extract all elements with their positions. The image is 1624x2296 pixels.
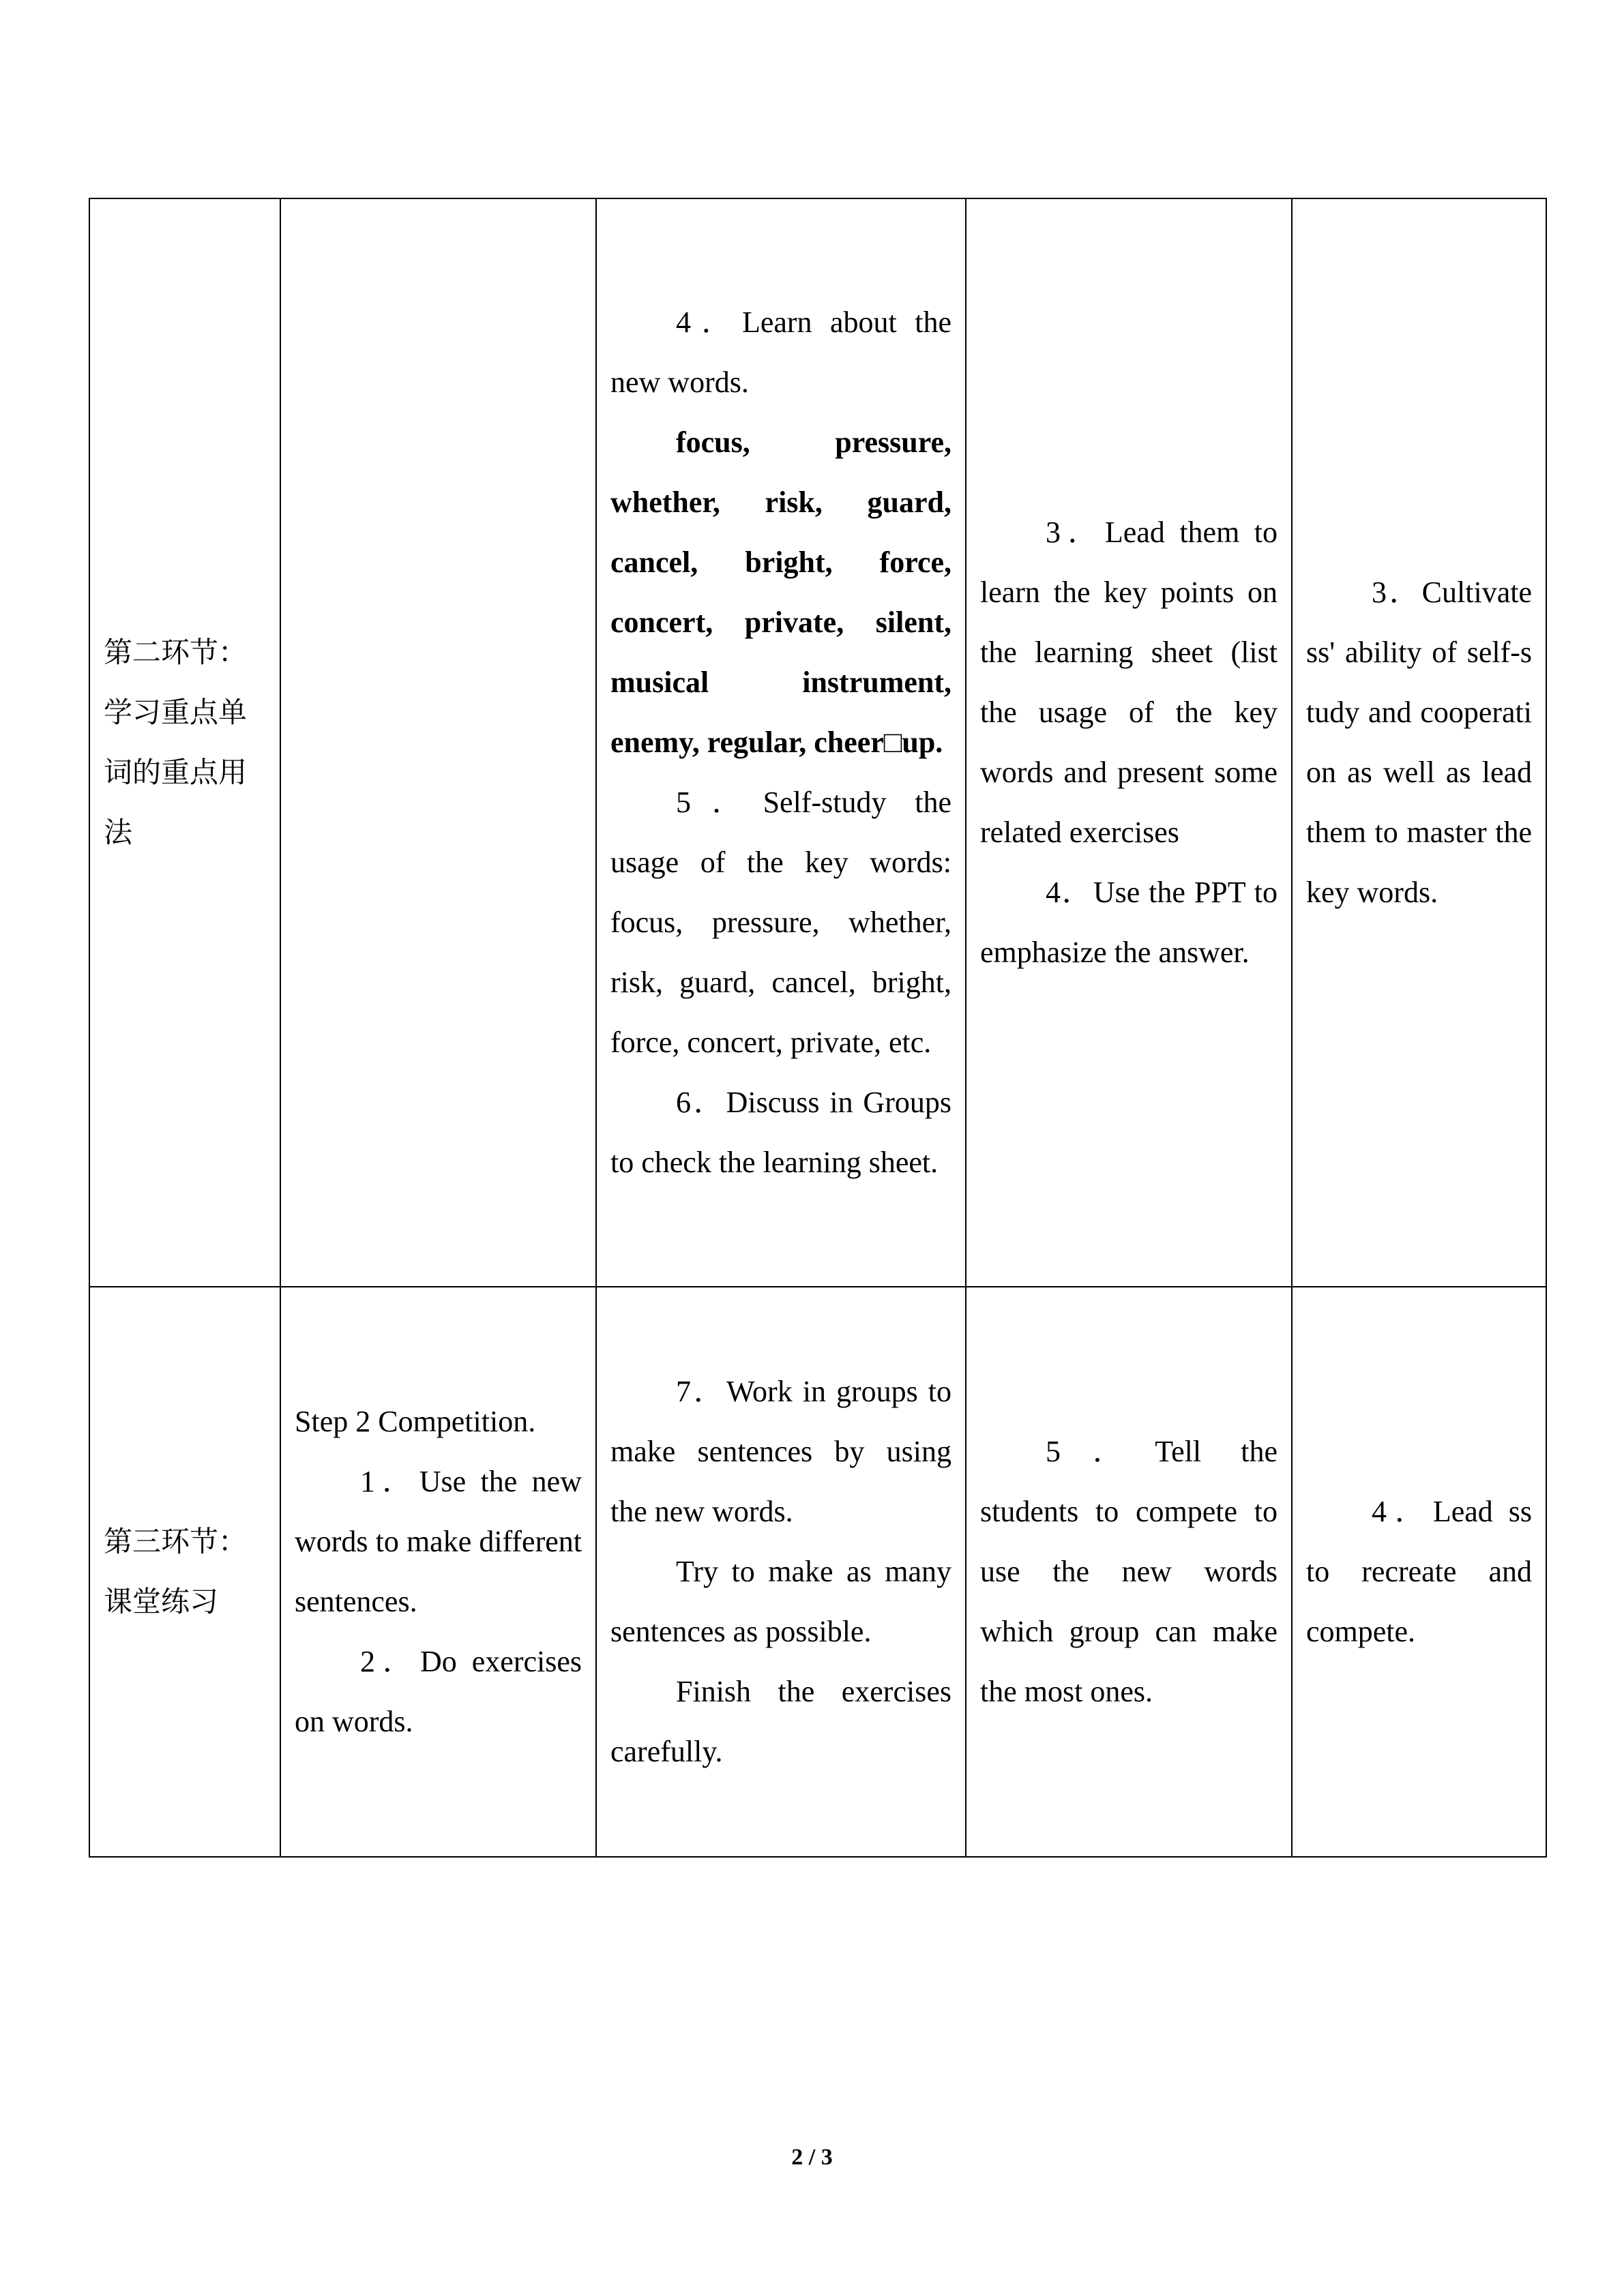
- stage-cell: [89, 1287, 280, 1857]
- table-row: [89, 1287, 1546, 1857]
- student-activity-cell: [596, 1287, 966, 1857]
- step-item: 1．Use the new words to make different sentences.: [295, 1465, 582, 1618]
- activity-item: 3．Lead them to learn the key points on the learning sheet (list the usage of the key words and present some related exercises: [980, 516, 1278, 849]
- purpose-cell: [1292, 198, 1546, 1287]
- stage-label: 第二环节：学习重点单词的重点用法: [104, 636, 248, 849]
- table-row: [89, 198, 1546, 1287]
- stage-cell: [89, 198, 280, 1287]
- activity-item: 6．Discuss in Groups to check the learning sheet.: [610, 1086, 951, 1179]
- activity-item: 5．Self-study the usage of the key words: focus, pressure, whether, risk, guard, cancel, bright, force, concert, private, etc.: [610, 786, 951, 1059]
- activity-item: 7．Work in groups to make sentences by using the new words.: [610, 1375, 951, 1528]
- page-number: 2 / 3: [791, 2145, 833, 2170]
- teacher-activity-cell: [966, 1287, 1292, 1857]
- key-words-list: focus, pressure, whether, risk, guard, cancel, bright, force, concert, private, silent, musical instrument, enemy, regular, cheer□up.: [610, 426, 951, 759]
- stage-label: 第三环节：课堂练习: [104, 1525, 248, 1618]
- purpose-cell: [1292, 1287, 1546, 1857]
- step-item: 2．Do exercises on words.: [295, 1645, 582, 1738]
- activity-item: 4．Learn about the new words.: [610, 305, 951, 399]
- teacher-activity-cell: [966, 198, 1292, 1287]
- step-cell: [280, 1287, 596, 1857]
- purpose-text: 4．Lead ss to recreate and compete.: [1306, 1495, 1532, 1648]
- student-activity-cell: [596, 198, 966, 1287]
- lesson-plan-table: [89, 198, 1547, 1858]
- activity-item: Try to make as many sentences as possible.: [610, 1555, 951, 1648]
- activity-item: Finish the exercises carefully.: [610, 1675, 951, 1768]
- step-cell: [280, 198, 596, 1287]
- step-title: Step 2 Competition.: [295, 1405, 536, 1438]
- activity-item: 5．Tell the students to compete to use the new words which group can make the most ones.: [980, 1435, 1278, 1708]
- activity-item: 4．Use the PPT to emphasize the answer.: [980, 876, 1278, 969]
- purpose-text: 3．Cultivate ss' ability of self-study and cooperation as well as lead them to master the key words.: [1306, 576, 1532, 909]
